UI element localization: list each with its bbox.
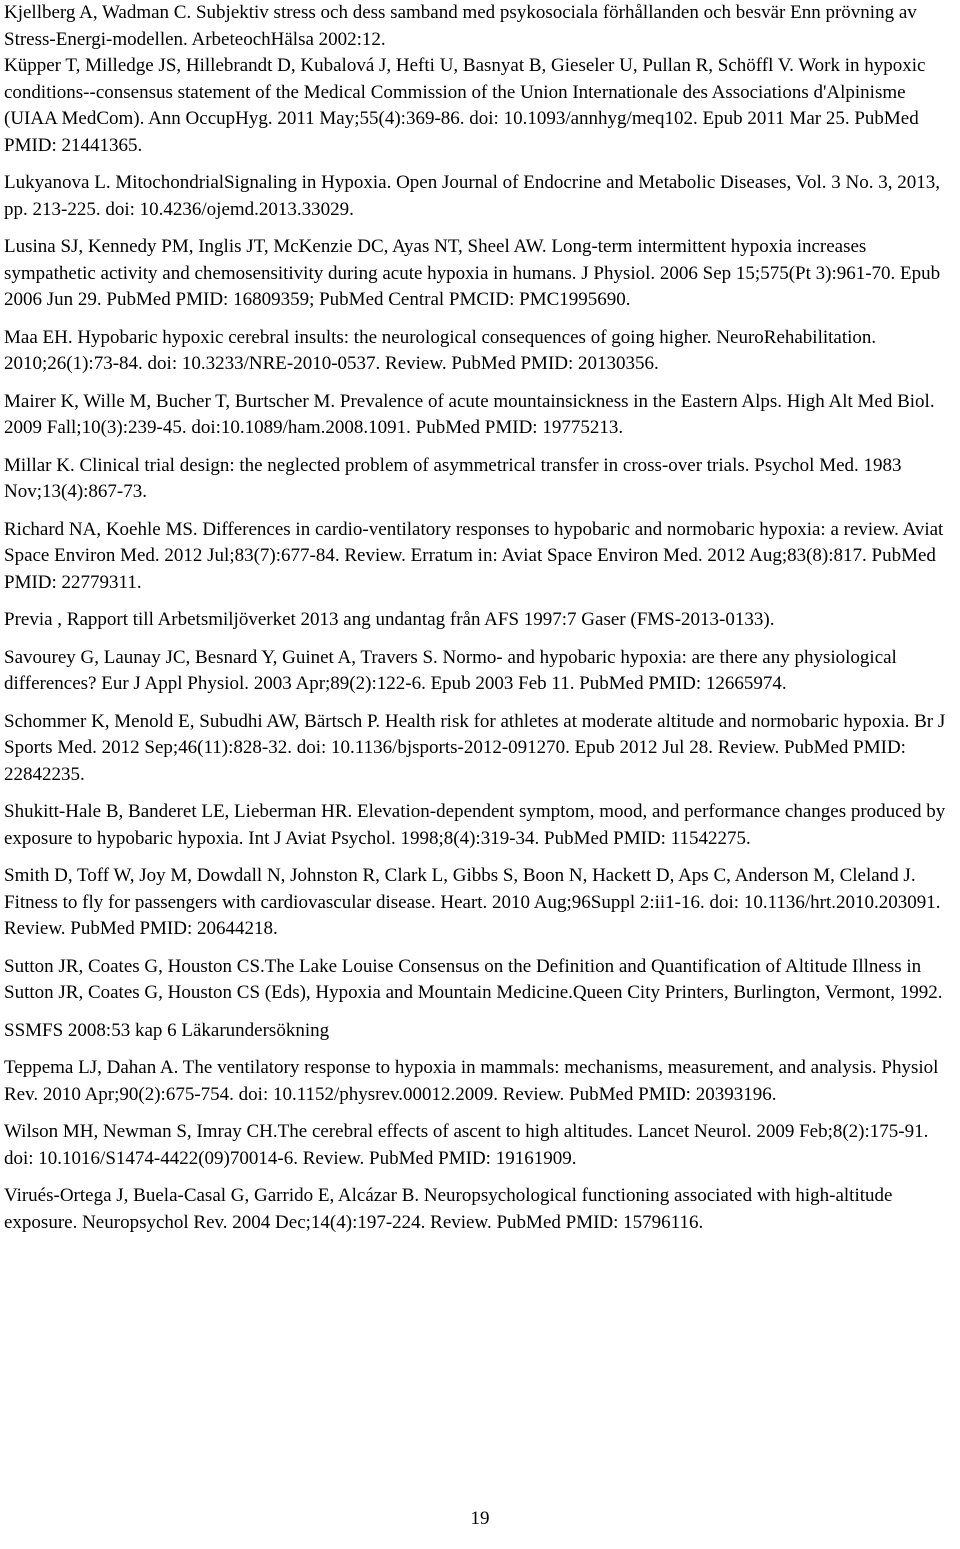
reference-schommer: Schommer K, Menold E, Subudhi AW, Bärtsch P. Health risk for athletes at moderate altitude and normobaric hypoxia. Br J Sports Med. 2012 Sep;46(11):828-32. doi: 10.1136/bjsports-2012-091270. Epub 2012 Jul 28. Review. PubMed PMID: 22842235. [4,710,946,785]
reference-maa: Maa EH. Hypobaric hypoxic cerebral insults: the neurological consequences of going higher. NeuroRehabilitation. 2010;26(1):73-84. doi: 10.3233/NRE-2010-0537. Review. PubMed PMID: 20130356. [4,326,877,374]
reference-teppema: Teppema LJ, Dahan A. The ventilatory response to hypoxia in mammals: mechanisms, measurement, and analysis. Physiol Rev. 2010 Apr;90(2):675-754. doi: 10.1152/physrev.00012.2009. Review. PubMed PMID: 20393196. [4,1057,939,1105]
reference-list [4,0,954,1247]
reference-previa: Previa , Rapport till Arbetsmiljöverket 2013 ang undantag från AFS 1997:7 Gaser (FMS-2013-0133). [4,609,775,630]
reference-millar: Millar K. Clinical trial design: the neglected problem of asymmetrical transfer in cross-over trials. Psychol Med. 1983 Nov;13(4):867-73. [4,454,902,502]
reference-richard: Richard NA, Koehle MS. Differences in cardio-ventilatory responses to hypobaric and normobaric hypoxia: a review. Aviat Space Environ Med. 2012 Jul;83(7):677-84. Review. Erratum in: Aviat Space Environ Med. 2012 Aug;83(8):817. PubMed PMID: 22779311. [4,518,944,593]
reference-smith: Smith D, Toff W, Joy M, Dowdall N, Johnston R, Clark L, Gibbs S, Boon N, Hackett D, Aps C, Anderson M, Cleland J. Fitness to fly for passengers with cardiovascular disease. Heart. 2010 Aug;96Suppl 2:ii1-16. doi: 10.1136/hrt.2010.203091. Review. PubMed PMID: 20644218. [4,865,941,939]
reference-ssmfs: SSMFS 2008:53 kap 6 Läkarundersökning [4,1019,330,1041]
reference-virues-ortega: Virués-Ortega J, Buela-Casal G, Garrido E, Alcázar B. Neuropsychological functioning associated with high-altitude exposure. Neuropsychol Rev. 2004 Dec;14(4):197-224. Review. PubMed PMID: 15796116. [4,1185,893,1233]
reference-lusina: Lusina SJ, Kennedy PM, Inglis JT, McKenzie DC, Ayas NT, Sheel AW. Long-term intermittent hypoxia increases sympathetic activity and chemosensitivity during acute hypoxia in humans. J Physiol. 2006 Sep 15;575(Pt 3):961-70. Epub 2006 Jun 29. PubMed PMID: 16809359; PubMed Central PMCID: PMC1995690. [4,236,941,310]
reference-wilson: Wilson MH, Newman S, Imray CH.The cerebral effects of ascent to high altitudes. Lancet Neurol. 2009 Feb;8(2):175-91. doi: 10.1016/S1474-4422(09)70014-6. Review. PubMed PMID: 19161909. [4,1121,929,1169]
reference-shukitt-hale: Shukitt-Hale B, Banderet LE, Lieberman HR. Elevation-dependent symptom, mood, and performance changes produced by exposure to hypobaric hypoxia. Int J Aviat Psychol. 1998;8(4):319-34. PubMed PMID: 11542275. [4,801,946,849]
reference-kupper: Küpper T, Milledge JS, Hillebrandt D, Kubalová J, Hefti U, Basnyat B, Gieseler U, Pullan R, Schöffl V. Work in hypoxic conditions--consensus statement of the Medical Commission of the Union Internationale des Associations d'Alpinisme (UIAA MedCom). Ann OccupHyg. 2011 May;55(4):369-86. doi: 10.1093/annhyg/meq102. Epub 2011 Mar 25. PubMed PMID: 21441365. [4,55,926,156]
reference-lukyanova: Lukyanova L. MitochondrialSignaling in Hypoxia. Open Journal of Endocrine and Metabolic Diseases, Vol. 3 No. 3, 2013, pp. 213-225. doi: 10.4236/ojemd.2013.33029. [4,172,940,220]
reference-savourey: Savourey G, Launay JC, Besnard Y, Guinet A, Travers S. Normo- and hypobaric hypoxia: are there any physiological differences? Eur J Appl Physiol. 2003 Apr;89(2):122-6. Epub 2003 Feb 11. PubMed PMID: 12665974. [4,646,897,694]
reference-mairer: Mairer K, Wille M, Bucher T, Burtscher M. Prevalence of acute mountainsickness in the Eastern Alps. High Alt Med Biol. 2009 Fall;10(3):239-45. doi:10.1089/ham.2008.1091. PubMed PMID: 19775213. [4,390,935,438]
reference-kjellberg: Kjellberg A, Wadman C. Subjektiv stress och dess samband med psykosociala förhållanden och besvär Enn prövning av Stress-Energi-modellen. ArbeteochHälsa 2002:12. [4,2,917,50]
page-number: 19 [470,1508,490,1529]
reference-sutton: Sutton JR, Coates G, Houston CS.The Lake Louise Consensus on the Definition and Quantification of Altitude Illness in Sutton JR, Coates G, Houston CS (Eds), Hypoxia and Mountain Medicine.Queen City Printers, Burlington, Vermont, 1992. [4,955,943,1003]
